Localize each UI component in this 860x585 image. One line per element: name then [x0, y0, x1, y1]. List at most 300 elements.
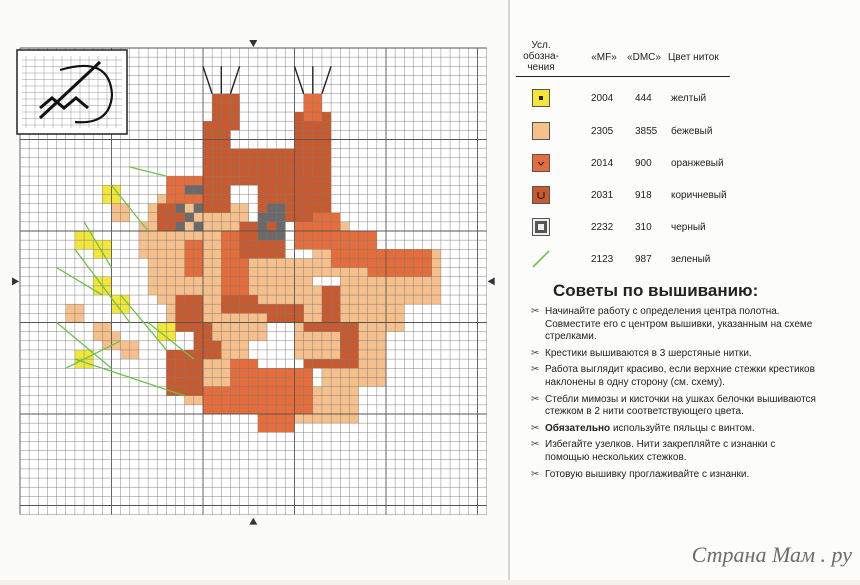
stitch-beige	[377, 377, 386, 386]
stitch-beige	[230, 222, 239, 231]
stitch-orange	[304, 387, 313, 396]
stitch-orange	[221, 140, 230, 149]
stitch-beige	[240, 213, 249, 222]
stitch-orange	[322, 295, 331, 304]
stitch-beige	[359, 313, 368, 322]
stitch-orange	[185, 249, 194, 258]
stitch-orange	[267, 149, 276, 158]
stitch-beige	[157, 240, 166, 249]
stitch-orange	[313, 323, 322, 332]
stitch-orange	[230, 286, 239, 295]
stitch-beige	[93, 323, 102, 332]
stitch-orange	[313, 140, 322, 149]
stitch-orange	[368, 268, 377, 277]
stitch-beige	[203, 304, 212, 313]
stitch-beige	[221, 332, 230, 341]
stitch-beige	[313, 387, 322, 396]
stitch-orange	[230, 112, 239, 121]
stitch-beige	[349, 368, 358, 377]
stitch-orange	[249, 295, 258, 304]
stitch-beige	[240, 323, 249, 332]
stitch-beige	[304, 304, 313, 313]
stitch-beige	[340, 286, 349, 295]
stitch-orange	[313, 112, 322, 121]
stitch-orange	[295, 194, 304, 203]
stitch-orange	[240, 396, 249, 405]
stitch-black	[258, 231, 267, 240]
stitch-beige	[212, 377, 221, 386]
stitch-beige	[212, 249, 221, 258]
stitch-beige	[212, 295, 221, 304]
stitch-beige	[322, 396, 331, 405]
stitch-orange	[203, 167, 212, 176]
stitch-beige	[258, 268, 267, 277]
stitch-orange	[203, 396, 212, 405]
stitch-orange	[230, 277, 239, 286]
stitch-beige	[157, 231, 166, 240]
stitch-orange	[304, 323, 313, 332]
stitch-orange	[304, 130, 313, 139]
tip-item	[531, 364, 816, 389]
stitch-black	[258, 213, 267, 222]
scissors-icon: ✂	[531, 468, 540, 480]
stitch-beige	[258, 313, 267, 322]
stitch-orange	[322, 231, 331, 240]
stitch-orange	[258, 249, 267, 258]
stitch-black	[267, 213, 276, 222]
stitch-beige	[377, 295, 386, 304]
stitch-beige	[267, 258, 276, 267]
stitch-beige	[102, 323, 111, 332]
stitch-black	[267, 204, 276, 213]
stitch-orange	[304, 94, 313, 103]
stitch-orange	[276, 167, 285, 176]
stitch-orange	[194, 359, 203, 368]
stitch-orange	[322, 222, 331, 231]
stitch-orange	[258, 396, 267, 405]
stitch-beige	[349, 377, 358, 386]
stitch-beige	[295, 332, 304, 341]
stitch-beige	[377, 368, 386, 377]
stitch-orange	[322, 213, 331, 222]
stitch-beige	[276, 277, 285, 286]
stitch-orange	[359, 240, 368, 249]
stitch-yellow	[102, 240, 111, 249]
stitch-orange	[230, 149, 239, 158]
stitch-beige	[340, 405, 349, 414]
stitch-orange	[240, 387, 249, 396]
stitch-orange	[212, 103, 221, 112]
scissors-icon: ✂	[531, 422, 540, 434]
stitch-beige	[157, 268, 166, 277]
stitch-orange	[340, 323, 349, 332]
stitch-orange	[166, 222, 175, 231]
stitch-beige	[249, 277, 258, 286]
stitch-beige	[212, 286, 221, 295]
stitch-orange	[185, 295, 194, 304]
stitch-beige	[349, 405, 358, 414]
stitch-orange	[203, 387, 212, 396]
stitch-orange	[212, 405, 221, 414]
stitch-beige	[349, 295, 358, 304]
legend-color-name: бежевый	[671, 126, 713, 137]
stitch-beige	[377, 323, 386, 332]
legend-mf-code: 2004	[591, 93, 614, 104]
scissors-icon: ✂	[531, 306, 540, 317]
stitch-beige	[349, 414, 358, 423]
stitch-orange	[240, 176, 249, 185]
stitch-beige	[176, 231, 185, 240]
stitch-orange	[267, 304, 276, 313]
stitch-orange	[276, 149, 285, 158]
stitch-orange	[313, 103, 322, 112]
stitch-orange	[267, 158, 276, 167]
stitch-orange	[203, 185, 212, 194]
stitch-beige	[359, 332, 368, 341]
stitch-beige	[221, 368, 230, 377]
stitch-orange	[194, 304, 203, 313]
stitch-orange	[313, 149, 322, 158]
stitch-orange	[276, 377, 285, 386]
stitch-orange	[295, 377, 304, 386]
stitch-beige	[313, 396, 322, 405]
stitch-orange	[322, 112, 331, 121]
watermark: Страна Мам . ру	[691, 542, 852, 567]
tips-list	[531, 306, 816, 485]
stitch-orange	[349, 341, 358, 350]
stitch-orange	[285, 304, 294, 313]
center-arrow-bottom	[249, 518, 257, 525]
stitch-beige	[157, 286, 166, 295]
stitch-orange	[304, 121, 313, 130]
stitch-beige	[212, 258, 221, 267]
stitch-orange	[295, 121, 304, 130]
stitch-orange	[304, 103, 313, 112]
stitch-orange	[285, 158, 294, 167]
stitch-beige	[212, 332, 221, 341]
stitch-orange	[322, 240, 331, 249]
stitch-beige	[194, 396, 203, 405]
stitch-orange	[295, 304, 304, 313]
stitch-orange	[276, 423, 285, 432]
stitch-beige	[322, 414, 331, 423]
stitch-beige	[349, 277, 358, 286]
stitch-beige	[395, 323, 404, 332]
stitch-beige	[221, 323, 230, 332]
legend-header-dmc: «DMC»	[627, 52, 661, 63]
stitch-orange	[304, 149, 313, 158]
stitch-orange	[249, 405, 258, 414]
stitch-orange	[240, 377, 249, 386]
stitch-orange	[331, 240, 340, 249]
stitch-yellow	[166, 332, 175, 341]
stitch-beige	[304, 277, 313, 286]
stitch-orange	[258, 194, 267, 203]
stitch-beige	[285, 258, 294, 267]
stitch-orange	[313, 94, 322, 103]
stitch-beige	[377, 277, 386, 286]
stitch-beige	[212, 359, 221, 368]
stitch-orange	[340, 258, 349, 267]
stitch-beige	[240, 313, 249, 322]
stitch-black	[185, 185, 194, 194]
stitch-orange	[285, 213, 294, 222]
stitch-beige	[221, 341, 230, 350]
stitch-black	[276, 231, 285, 240]
stitch-orange	[258, 377, 267, 386]
stitch-orange	[304, 167, 313, 176]
stitch-orange	[267, 387, 276, 396]
stitch-orange	[194, 313, 203, 322]
stitch-beige	[240, 341, 249, 350]
legend-color-name: черный	[671, 222, 706, 233]
stitch-orange	[258, 240, 267, 249]
stitch-orange	[221, 176, 230, 185]
stitch-orange	[185, 387, 194, 396]
stitch-beige	[258, 295, 267, 304]
stitch-orange	[295, 204, 304, 213]
stitch-orange	[368, 231, 377, 240]
stitch-orange	[212, 130, 221, 139]
legend-divider	[516, 76, 730, 77]
stitch-orange	[258, 414, 267, 423]
stitch-orange	[368, 258, 377, 267]
center-arrow-right	[488, 277, 495, 285]
stitch-orange	[185, 359, 194, 368]
stitch-orange	[230, 176, 239, 185]
stitch-orange	[212, 341, 221, 350]
tip-text: Избегайте узелков. Нити закрепляйте с изнанки с помощью нескольких стежков.	[545, 439, 776, 463]
stitch-orange	[313, 231, 322, 240]
stitch-orange	[240, 249, 249, 258]
stitch-beige	[240, 350, 249, 359]
stitch-beige	[340, 313, 349, 322]
stitch-orange	[368, 249, 377, 258]
stitch-yellow	[75, 350, 84, 359]
scissors-icon: ✂	[531, 364, 540, 376]
legend-mf-code: 2305	[591, 126, 614, 137]
stitch-orange	[258, 387, 267, 396]
stitch-beige	[130, 350, 139, 359]
stitch-beige	[368, 286, 377, 295]
stitch-beige	[359, 377, 368, 386]
stitch-orange	[212, 204, 221, 213]
stitch-orange	[221, 204, 230, 213]
stitch-beige	[230, 332, 239, 341]
stitch-orange	[285, 368, 294, 377]
stitch-beige	[130, 341, 139, 350]
stitch-beige	[340, 222, 349, 231]
stitch-orange	[194, 176, 203, 185]
stitch-beige	[404, 286, 413, 295]
stitch-orange	[340, 332, 349, 341]
stitch-orange	[276, 176, 285, 185]
stitch-orange	[221, 240, 230, 249]
stitch-orange	[285, 149, 294, 158]
stitch-beige	[148, 204, 157, 213]
stitch-beige	[322, 268, 331, 277]
stitch-orange	[295, 240, 304, 249]
stitch-orange	[176, 295, 185, 304]
stitch-orange	[276, 240, 285, 249]
stitch-orange	[295, 140, 304, 149]
stitch-beige	[359, 323, 368, 332]
stitch-beige	[340, 304, 349, 313]
stitch-orange	[322, 313, 331, 322]
stitch-beige	[386, 286, 395, 295]
stitch-orange	[194, 341, 203, 350]
stitch-orange	[322, 359, 331, 368]
stitch-orange	[176, 368, 185, 377]
stitch-beige	[194, 231, 203, 240]
stitch-orange	[304, 140, 313, 149]
legend-swatch	[532, 122, 550, 140]
stitch-orange	[285, 396, 294, 405]
stitch-beige	[304, 414, 313, 423]
stitch-beige	[203, 268, 212, 277]
stitch-beige	[349, 313, 358, 322]
stitch-orange	[285, 405, 294, 414]
stitch-beige	[93, 332, 102, 341]
scissors-icon: ✂	[531, 439, 540, 451]
stitch-beige	[404, 277, 413, 286]
stitch-beige	[395, 277, 404, 286]
stitch-orange	[340, 350, 349, 359]
stitch-orange	[221, 295, 230, 304]
stitch-orange	[313, 185, 322, 194]
stitch-beige	[203, 231, 212, 240]
stitch-orange	[349, 323, 358, 332]
stitch-beige	[304, 332, 313, 341]
stitch-orange	[340, 231, 349, 240]
stitch-orange	[221, 158, 230, 167]
stitch-orange	[203, 323, 212, 332]
stitch-orange	[331, 295, 340, 304]
stitch-black	[176, 204, 185, 213]
stitch-orange	[240, 258, 249, 267]
stitch-beige	[203, 258, 212, 267]
stitch-orange	[304, 359, 313, 368]
stitch-orange	[285, 204, 294, 213]
stitch-orange	[267, 405, 276, 414]
stitch-beige	[203, 240, 212, 249]
stitch-orange	[258, 158, 267, 167]
stitch-yellow	[102, 185, 111, 194]
stitch-beige	[212, 231, 221, 240]
stitch-beige	[377, 341, 386, 350]
stitch-orange	[221, 387, 230, 396]
stitch-orange	[313, 359, 322, 368]
stitch-orange	[285, 387, 294, 396]
stitch-orange	[203, 140, 212, 149]
stitch-beige	[185, 222, 194, 231]
stitch-beige	[267, 286, 276, 295]
stitch-orange	[331, 213, 340, 222]
stitch-beige	[166, 249, 175, 258]
stitch-orange	[230, 359, 239, 368]
stitch-beige	[194, 277, 203, 286]
stitch-orange	[176, 176, 185, 185]
stitch-beige	[359, 277, 368, 286]
stitch-orange	[331, 258, 340, 267]
stitch-orange	[221, 286, 230, 295]
stitch-beige	[148, 240, 157, 249]
stitch-orange	[276, 185, 285, 194]
stitch-orange	[395, 249, 404, 258]
stitch-beige	[340, 295, 349, 304]
stitch-beige	[295, 414, 304, 423]
stitch-beige	[258, 277, 267, 286]
stitch-beige	[413, 295, 422, 304]
stitch-black	[185, 213, 194, 222]
stitch-beige	[230, 213, 239, 222]
stitch-beige	[139, 231, 148, 240]
stitch-orange	[267, 368, 276, 377]
stitch-black	[276, 204, 285, 213]
stitch-orange	[166, 377, 175, 386]
stitch-orange	[413, 268, 422, 277]
stitch-orange	[221, 112, 230, 121]
stitch-beige	[313, 414, 322, 423]
stitch-orange	[285, 313, 294, 322]
stitch-beige	[166, 277, 175, 286]
stitch-orange	[276, 194, 285, 203]
stitch-orange	[276, 414, 285, 423]
stitch-beige	[102, 332, 111, 341]
tips-title: Советы по вышиванию:	[553, 281, 759, 300]
stitch-orange	[313, 121, 322, 130]
stitch-orange	[304, 213, 313, 222]
stitch-beige	[368, 368, 377, 377]
stitch-orange	[230, 231, 239, 240]
stitch-beige	[304, 286, 313, 295]
stitch-orange	[249, 387, 258, 396]
stitch-orange	[322, 204, 331, 213]
stitch-orange	[295, 222, 304, 231]
stitch-beige	[368, 377, 377, 386]
stitch-orange	[166, 213, 175, 222]
stitch-beige	[148, 231, 157, 240]
stitch-orange	[203, 341, 212, 350]
legend-row	[516, 116, 746, 148]
stitch-beige	[139, 240, 148, 249]
stitch-orange	[313, 130, 322, 139]
stitch-orange	[230, 103, 239, 112]
stitch-beige	[166, 304, 175, 313]
legend-row	[516, 148, 746, 180]
stitch-beige	[212, 240, 221, 249]
stitch-orange	[249, 396, 258, 405]
stitch-beige	[157, 249, 166, 258]
stitch-beige	[212, 213, 221, 222]
stitch-orange	[221, 194, 230, 203]
stitch-orange	[331, 222, 340, 231]
stitch-orange	[157, 204, 166, 213]
stitch-beige	[432, 295, 441, 304]
stitch-orange	[194, 350, 203, 359]
stitch-yellow	[102, 277, 111, 286]
stitch-orange	[267, 423, 276, 432]
stitch-orange	[221, 103, 230, 112]
stitch-orange	[295, 213, 304, 222]
stitch-orange	[304, 185, 313, 194]
tip-text: Начинайте работу с определения центра полотна. Совместите его с центром вышивки, указанным на схеме стрелками.	[545, 306, 813, 343]
stitch-beige	[359, 350, 368, 359]
stitch-orange	[194, 323, 203, 332]
tip-item	[531, 348, 816, 361]
stitch-beige	[313, 286, 322, 295]
stitch-orange	[249, 304, 258, 313]
